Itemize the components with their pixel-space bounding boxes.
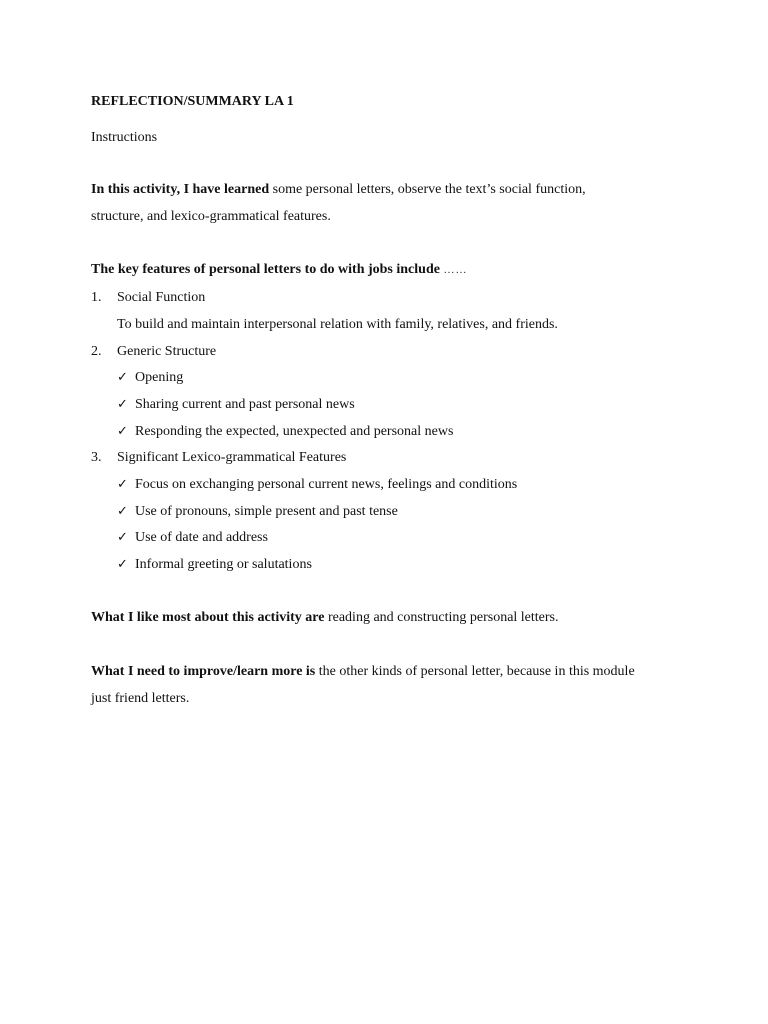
check-icon: ✓ <box>117 477 128 492</box>
check-list-item: ✓ Opening <box>117 370 184 385</box>
check-icon: ✓ <box>117 397 128 412</box>
list-item-label: Significant Lexico-grammatical Features <box>117 450 347 465</box>
check-icon: ✓ <box>117 504 128 519</box>
improve-paragraph-line1 <box>91 663 635 681</box>
list-number: 3. <box>91 450 102 465</box>
learned-paragraph-line1 <box>91 181 586 199</box>
check-list-item: ✓ Focus on exchanging personal current news, feelings and conditions <box>117 477 518 492</box>
list-number: 1. <box>91 290 102 305</box>
social-function-description: To build and maintain interpersonal relation with family, relatives, and friends. <box>117 317 558 332</box>
like-most-paragraph <box>91 609 559 627</box>
check-icon: ✓ <box>117 424 128 439</box>
check-icon: ✓ <box>117 557 128 572</box>
check-icon: ✓ <box>117 530 128 545</box>
list-item-lexico-grammatical <box>91 449 346 467</box>
improve-paragraph-line2: just friend letters. <box>91 691 190 706</box>
check-icon: ✓ <box>117 370 128 385</box>
check-list-item: ✓ Sharing current and past personal news <box>117 397 355 412</box>
document-title: REFLECTION/SUMMARY LA 1 <box>91 94 294 109</box>
check-list-item: ✓ Use of date and address <box>117 530 268 545</box>
improve-text-1: the other kinds of personal letter, because in this module <box>315 664 635 679</box>
check-list-item: ✓ Responding the expected, unexpected and personal news <box>117 424 454 439</box>
learned-text-1: some personal letters, observe the text’s social function, <box>269 182 586 197</box>
list-item-social-function <box>91 289 205 307</box>
list-item-generic-structure <box>91 343 216 361</box>
like-most-lead: What I like most about this activity are <box>91 610 325 625</box>
check-list-item: ✓ Informal greeting or salutations <box>117 557 312 572</box>
key-features-heading <box>91 261 467 279</box>
check-list-item: ✓ Use of pronouns, simple present and past tense <box>117 504 398 519</box>
learned-lead: In this activity, I have learned <box>91 182 270 197</box>
improve-lead: What I need to improve/learn more is <box>91 664 316 679</box>
list-number: 2. <box>91 344 102 359</box>
learned-paragraph-line2: structure, and lexico-grammatical features. <box>91 209 331 224</box>
key-features-dots: …… <box>443 264 468 276</box>
list-item-label: Social Function <box>117 290 206 305</box>
like-most-text: reading and constructing personal letters. <box>324 610 559 625</box>
list-item-label: Generic Structure <box>117 344 217 359</box>
key-features-lead: The key features of personal letters to do with jobs include <box>91 262 440 277</box>
instructions-label: Instructions <box>91 130 158 145</box>
